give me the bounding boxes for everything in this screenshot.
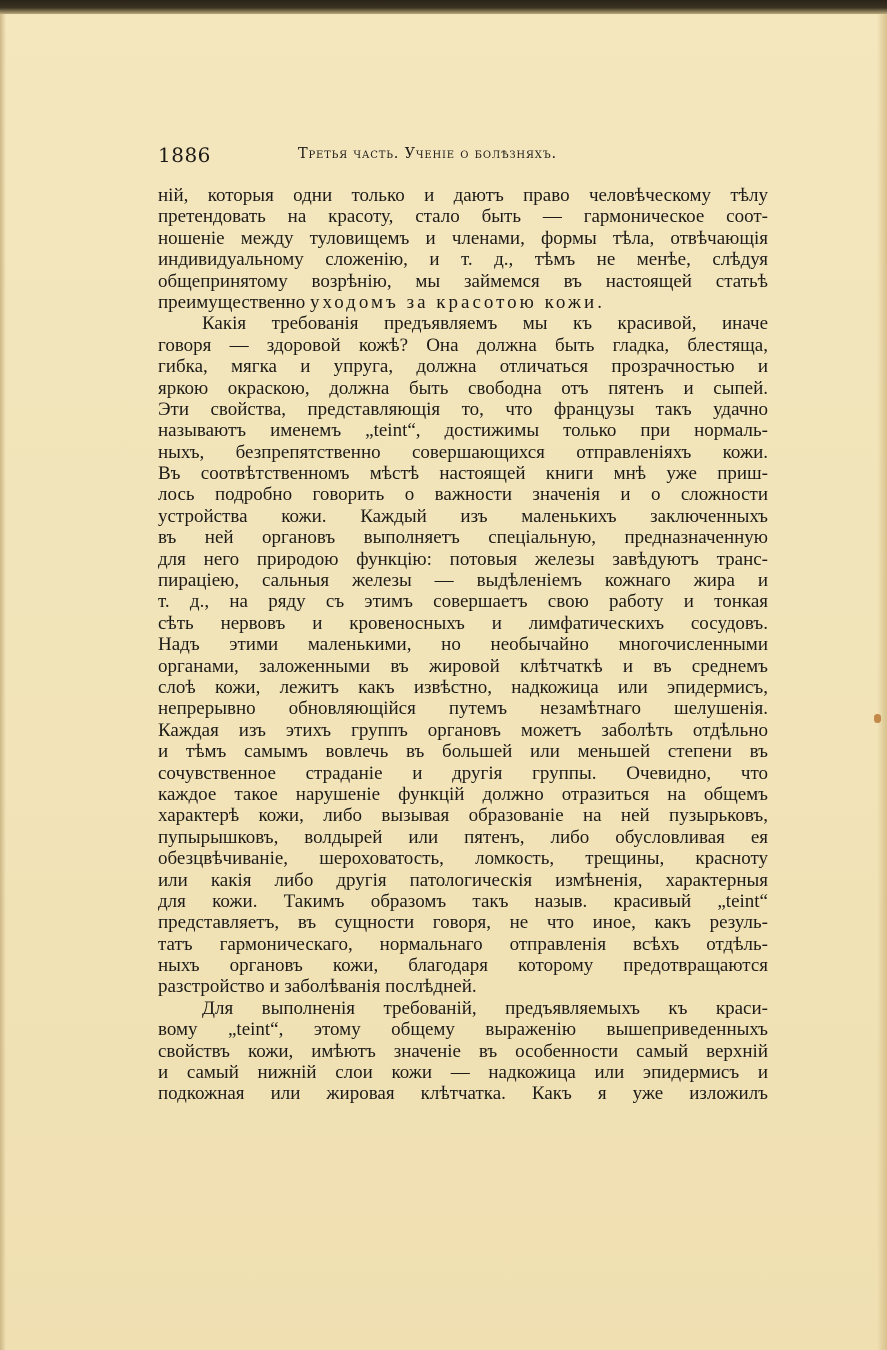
text-line: для него природою функцію: потовыя железы завѣдуютъ транс- — [158, 548, 768, 570]
text-line: обезцвѣчиваніе, шероховатость, ломкость, трещины, красноту — [158, 848, 768, 870]
page-header — [158, 143, 768, 169]
page-number: 1886 — [158, 143, 211, 167]
text-line: т. д., на ряду съ этимъ совершаетъ свою работу и тонкая — [158, 591, 768, 613]
text-line: и тѣмъ самымъ вовлечь въ большей или меньшей степени въ — [158, 741, 768, 763]
text-line: Надъ этими маленькими, но необычайно многочисленными — [158, 634, 768, 656]
text-line: для кожи. Такимъ образомъ такъ назыв. красивый „teint“ — [158, 890, 768, 912]
text-line: органами, заложенными въ жировой клѣтчаткѣ и въ среднемъ — [158, 655, 768, 677]
text-line: подкожная или жировая клѣтчатка. Какъ я уже изложилъ — [158, 1083, 768, 1105]
text-line: каждое такое нарушеніе функцій должно отразиться на общемъ — [158, 783, 768, 805]
text-line: пираціею, сальныя железы — выдѣленіемъ кожнаго жира и — [158, 570, 768, 592]
running-head: Третья часть. Ученіе о болѣзняхъ. — [298, 146, 557, 162]
text-line: лось подробно говорить о важности значенія и о сложности — [158, 484, 768, 506]
scan-left-edge — [0, 14, 6, 1350]
text-line: и самый нижній слои кожи — надкожица или эпидермисъ и — [158, 1062, 768, 1084]
body-text — [158, 185, 768, 1105]
text-line: слоѣ кожи, лежитъ какъ извѣстно, надкожица или эпидермисъ, — [158, 676, 768, 698]
text-line: сѣть нервовъ и кровеносныхъ и лимфатическихъ сосудовъ. — [158, 612, 768, 634]
text-line: Каждая изъ этихъ группъ органовъ можетъ заболѣть отдѣльно — [158, 719, 768, 741]
paragraph-start-line: Для выполненія требованій, предъявляемыхъ къ краси- — [202, 997, 768, 1019]
text-line: свойствъ кожи, имѣютъ значеніе въ особенности самый верхній — [158, 1040, 768, 1062]
text-line: яркою окраскою, должна быть свободна отъ пятенъ и сыпей. — [158, 377, 768, 399]
text-line: или какія либо другія патологическія измѣненія, характерныя — [158, 869, 768, 891]
emphasized-phrase: уходомъ за красотою кожи. — [309, 291, 605, 313]
scan-top-edge — [0, 0, 887, 14]
text-line: общепринятому возрѣнію, мы займемся въ настоящей статьѣ — [158, 270, 768, 292]
text-line: Въ соотвѣтственномъ мѣстѣ настоящей книги мнѣ уже приш- — [158, 463, 768, 485]
text-line: Эти свойства, представляющія то, что французы такъ удачно — [158, 398, 768, 420]
text-line: ній, которыя одни только и даютъ право человѣческому тѣлу — [158, 185, 768, 206]
text-line: ныхъ органовъ кожи, благодаря которому предотвращаются — [158, 955, 768, 977]
text-line: пупырышковъ, волдырей или пятенъ, либо обусловливая ея — [158, 826, 768, 848]
text-line: устройства кожи. Каждый изъ маленькихъ заключенныхъ — [158, 505, 768, 527]
text-line: непрерывно обновляющійся путемъ незамѣтнаго шелушенія. — [158, 698, 768, 720]
text-line: говоря — здоровой кожѣ? Она должна быть гладка, блестяща, — [158, 334, 768, 356]
text-line: претендовать на красоту, стало быть — гармоническое соот- — [158, 206, 768, 228]
text-line: называютъ именемъ „teint“, достижимы только при нормаль- — [158, 420, 768, 442]
text-line: татъ гармоническаго, нормальнаго отправленія всѣхъ отдѣль- — [158, 933, 768, 955]
text-line: разстройство и заболѣванія послѣдней. — [158, 976, 477, 998]
scan-right-edge — [877, 14, 887, 1350]
text-line: ныхъ, безпрепятственно совершающихся отправленіяхъ кожи. — [158, 441, 768, 463]
paragraph-start-line: Какія требованія предъявляемъ мы къ красивой, иначе — [202, 313, 768, 335]
text-line: гибка, мягка и упруга, должна отличаться прозрачностью и — [158, 356, 768, 378]
text-line: ношеніе между туловищемъ и членами, формы тѣла, отвѣчающія — [158, 227, 768, 249]
paper-stain — [874, 714, 881, 723]
text-line: сочувственное страданіе и другія группы. Очевидно, что — [158, 762, 768, 784]
text-line — [158, 292, 768, 313]
text-line: представляетъ, въ сущности говоря, не что иное, какъ резуль- — [158, 912, 768, 934]
text-line: вому „teint“, этому общему выраженію вышеприведенныхъ — [158, 1019, 768, 1041]
text-fragment: преимущественно — [158, 291, 306, 313]
text-line: въ ней органовъ выполняетъ спеціальную, предназначенную — [158, 527, 768, 549]
text-line: индивидуальному сложенію, и т. д., тѣмъ не менѣе, слѣдуя — [158, 249, 768, 271]
text-line: характерѣ кожи, либо вызывая образованіе на ней пузырьковъ, — [158, 805, 768, 827]
